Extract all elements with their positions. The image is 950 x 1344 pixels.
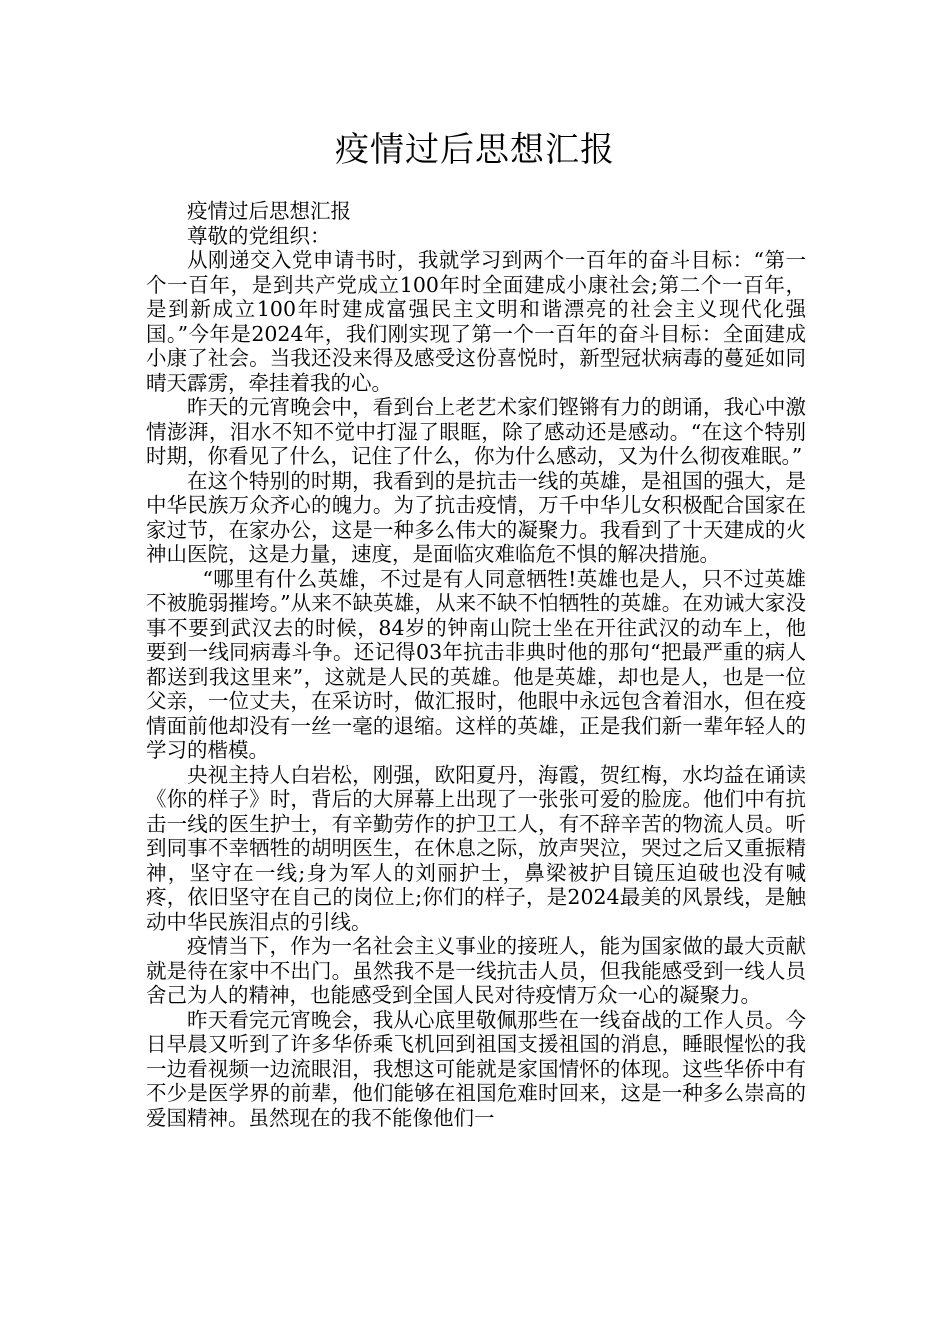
document-subtitle: 疫情过后思想汇报 [187, 199, 351, 223]
paragraph: 从刚递交入党申请书时，我就学习到两个一百年的奋斗目标：“第一个一百年，是到共产党成立100年时全面建成小康社会;第二个一百年，是到新成立100年时建成富强民主文明和谐漂亮的社会主义现代化强国。”今年是2024年，我们刚实现了第一个一百年的奋斗目标：全面建成小康了社会。当我还没来得及感受这份喜悦时，新型冠状病毒的蔓延如同晴天霹雳，牵挂着我的心。 [146, 248, 806, 395]
paragraph: 央视主持人白岩松，刚强，欧阳夏丹，海霞，贺红梅，水均益在诵读《你的样子》时，背后的大屏幕上出现了一张张可爱的脸庞。他们中有抗击一线的医生护士，有辛勤劳作的护卫工人，有不辞辛苦的物流人员。听到同事不幸牺牲的胡明医生，在休息之际，放声哭泣，哭过之后又重振精神，坚守在一线;身为军人的刘丽护士，鼻梁被护目镜压迫破也没有喊疼，依旧坚守在自己的岗位上;你们的样子，是2024最美的风景线，是触动中华民族泪点的引线。 [146, 762, 806, 934]
paragraph: 昨天看完元宵晚会，我从心底里敬佩那些在一线奋战的工作人员。今日早晨又听到了许多华侨乘飞机回到祖国支援祖国的消息，睡眼惺忪的我一边看视频一边流眼泪，我想这可能就是家国情怀的体现。这些华侨中有不少是医学界的前辈，他们能够在祖国危难时回来，这是一种多么崇高的爱国精神。虽然现在的我不能像他们一 [146, 1007, 806, 1130]
paragraph: “哪里有什么英雄，不过是有人同意牺牲!英雄也是人，只不过英雄不被脆弱摧垮。”从来不缺英雄，从来不缺不怕牺牲的英雄。在劝诫大家没事不要到武汉去的时候，84岁的钟南山院士坐在开往武汉的动车上，他要到一线同病毒斗争。还记得03年抗击非典时他的那句“把最严重的病人都送到我这里来”，这就是人民的英雄。他是英雄，却也是人，也是一位父亲，一位丈夫，在采访时，做汇报时，他眼中永远包含着泪水，但在疫情面前他却没有一丝一毫的退缩。这样的英雄，正是我们新一辈年轻人的学习的楷模。 [146, 566, 806, 762]
document-title: 疫情过后思想汇报 [335, 130, 615, 170]
paragraph: 疫情当下，作为一名社会主义事业的接班人，能为国家做的最大贡献就是待在家中不出门。虽然我不是一线抗击人员，但我能感受到一线人员舍己为人的精神，也能感受到全国人民对待疫情万众一心的凝聚力。 [146, 934, 806, 1007]
document-body [146, 199, 806, 1130]
salutation: 尊敬的党组织： [187, 223, 331, 248]
paragraph: 昨天的元宵晚会中，看到台上老艺术家们铿锵有力的朗诵，我心中激情澎湃，泪水不知不觉中打湿了眼眶，除了感动还是感动。“在这个特别时期，你看见了什么，记住了什么，你为什么感动，又为什么彻夜难眠。” [146, 395, 806, 468]
paragraph: 在这个特别的时期，我看到的是抗击一线的英雄，是祖国的强大，是中华民族万众齐心的魄力。为了抗击疫情，万千中华儿女积极配合国家在家过节，在家办公，这是一种多么伟大的凝聚力。我看到了十天建成的火神山医院，这是力量，速度，是面临灾难临危不惧的解决措施。 [146, 468, 806, 566]
